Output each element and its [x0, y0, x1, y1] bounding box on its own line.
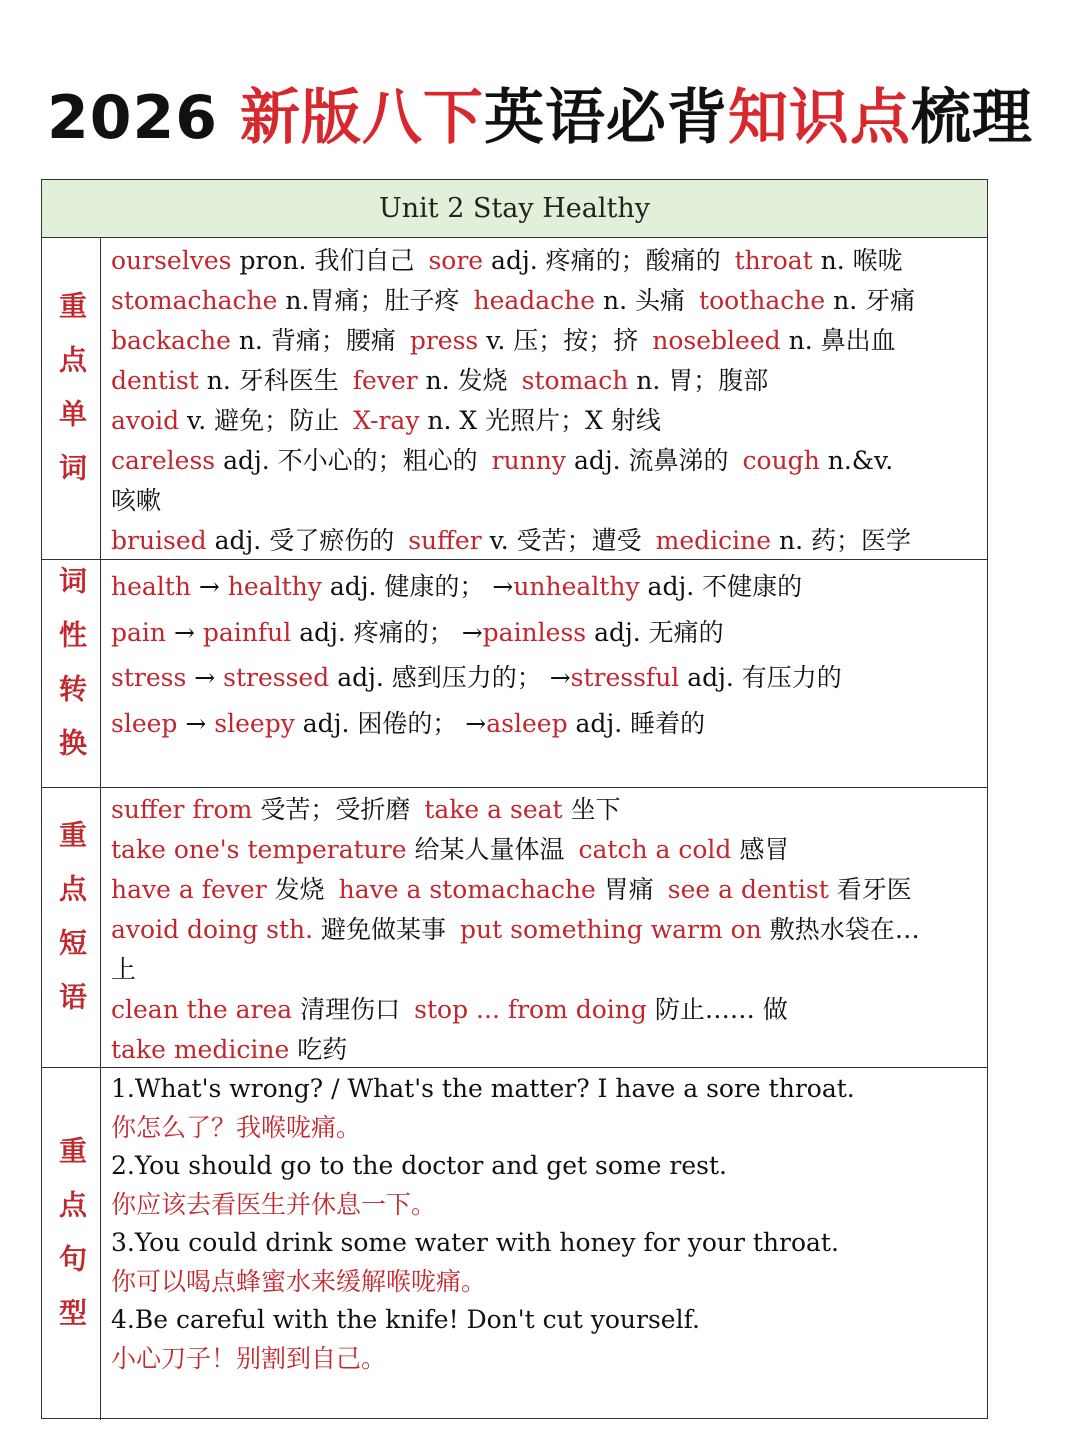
phrase-meaning: 看牙医: [836, 875, 912, 904]
section-vocabulary: [42, 238, 987, 560]
phrase-term: take one's temperature: [111, 835, 407, 864]
phrase-term: have a stomachache: [338, 875, 596, 904]
title-part3: 知识点: [727, 83, 911, 153]
word-term: suffer: [408, 526, 482, 555]
section-word-forms: [42, 560, 987, 788]
opposite-definition: adj. 睡着的: [575, 708, 706, 738]
sentence-english: 1.What's wrong? / What's the matter? I have a sore throat.: [111, 1074, 855, 1103]
derived-definition: adj. 健康的；: [329, 572, 485, 601]
sentence-chinese: 小心刀子！别割到自己。: [111, 1343, 387, 1373]
phrase-meaning: 感冒: [739, 835, 790, 864]
word-term: bruised: [111, 526, 207, 555]
word-term: ourselves: [111, 246, 232, 275]
phrase-meaning: 清理伤口: [300, 995, 401, 1024]
opposite-word: unhealthy: [513, 572, 640, 601]
phrases-list: [111, 790, 981, 1070]
arrow-icon: →: [194, 663, 216, 692]
phrase-term: catch a cold: [578, 835, 732, 864]
derived-word: stressed: [223, 663, 330, 692]
vocabulary-line: [111, 441, 981, 481]
phrase-meaning: 防止…… 做: [654, 995, 788, 1024]
opposite-definition: adj. 有压力的: [687, 663, 842, 692]
sentence-chinese: 你可以喝点蜂蜜水来缓解喉咙痛。: [111, 1266, 487, 1296]
phrases-line: [111, 1030, 981, 1070]
word-meaning: adj. 不小心的；粗心的: [223, 446, 478, 475]
base-word: pain: [111, 617, 167, 647]
word-meaning: n. 鼻出血: [788, 326, 896, 355]
vocabulary-line: [111, 401, 981, 441]
phrases-line: [111, 790, 981, 830]
page-title: [0, 78, 1080, 158]
title-part2: 英语必背: [483, 83, 728, 153]
phrase-meaning: 坐下: [570, 795, 621, 824]
base-word: sleep: [111, 708, 178, 738]
section-label-word-forms: 词性转换: [42, 560, 101, 787]
phrases-line: [111, 950, 981, 990]
word-meaning: v. 压；按；挤: [486, 326, 639, 355]
phrase-term: suffer from: [111, 795, 253, 824]
arrow-icon: →: [549, 663, 571, 692]
word-meaning: n.胃痛；肚子疼: [285, 286, 460, 315]
word-form-line: [111, 610, 981, 656]
opposite-word: stressful: [570, 663, 680, 692]
vocabulary-line: [111, 521, 981, 561]
vocabulary-line: [111, 281, 981, 321]
word-meaning: v. 避免；防止: [187, 406, 340, 435]
word-term: fever: [352, 366, 418, 395]
phrase-meaning: 吃药: [297, 1035, 348, 1064]
vocabulary-line: [111, 241, 981, 281]
word-meaning: pron. 我们自己: [239, 246, 415, 275]
sentence-english: 3.You could drink some water with honey for your throat.: [111, 1228, 839, 1257]
sentences-list: [111, 1070, 981, 1378]
word-term: stomach: [521, 366, 629, 395]
word-meaning: n. 牙科医生: [206, 366, 339, 395]
vocabulary-line: [111, 361, 981, 401]
title-part4: 梳理: [910, 83, 1033, 153]
word-forms-list: [111, 564, 981, 746]
vocabulary-line: [111, 321, 981, 361]
word-meaning: n. 胃；腹部: [636, 366, 769, 395]
derived-word: healthy: [227, 572, 322, 601]
base-word: health: [111, 572, 191, 601]
arrow-icon: →: [198, 572, 220, 601]
word-form-line: [111, 701, 981, 747]
word-form-line: [111, 564, 981, 610]
word-meaning: n. 背痛；腰痛: [238, 326, 396, 355]
phrase-term: take medicine: [111, 1035, 290, 1064]
sentence-chinese: 你应该去看医生并休息一下。: [111, 1189, 437, 1219]
word-term: sore: [428, 246, 484, 275]
section-label-vocabulary: 重点单词: [42, 238, 101, 559]
vocabulary-list: [111, 241, 981, 561]
sentence-english: 2.You should go to the doctor and get some rest.: [111, 1151, 727, 1180]
derived-definition: adj. 困倦的；: [302, 708, 458, 738]
arrow-icon: →: [173, 617, 195, 647]
derived-definition: adj. 感到压力的；: [337, 663, 542, 692]
phrase-meaning: 发烧: [274, 875, 325, 904]
arrow-icon: →: [185, 708, 207, 738]
unit-header: Unit 2 Stay Healthy: [42, 180, 987, 238]
phrase-term: clean the area: [111, 995, 293, 1024]
section-label-sentences: 重点句型: [42, 1068, 101, 1420]
opposite-word: asleep: [486, 708, 568, 738]
title-part1: 新版八下: [239, 83, 484, 153]
word-meaning: n. 药；医学: [779, 526, 912, 555]
phrase-term: stop ... from doing: [414, 995, 647, 1024]
word-term: careless: [111, 446, 216, 475]
sentence-chinese: 你怎么了？我喉咙痛。: [111, 1112, 362, 1142]
phrase-meaning: 避免做某事: [321, 915, 447, 944]
word-term: medicine: [655, 526, 772, 555]
phrase-meaning: 胃痛: [603, 875, 654, 904]
arrow-icon: →: [465, 708, 487, 738]
word-term: press: [409, 326, 479, 355]
word-term: headache: [473, 286, 596, 315]
word-term: X-ray: [353, 406, 420, 435]
word-meaning: n. X 光照片；X 射线: [427, 406, 661, 435]
vocabulary-line: [111, 481, 981, 521]
word-meaning: n. 头痛: [603, 286, 686, 315]
section-sentences: [42, 1068, 987, 1420]
opposite-word: painless: [482, 617, 587, 647]
base-word: stress: [111, 663, 187, 692]
derived-word: sleepy: [214, 708, 295, 738]
opposite-definition: adj. 不健康的: [647, 572, 803, 601]
arrow-icon: →: [461, 617, 483, 647]
phrase-meaning: 给某人量体温: [414, 835, 565, 864]
phrase-meaning: 上: [111, 955, 137, 984]
word-meaning: n. 牙痛: [833, 286, 916, 315]
derived-definition: adj. 疼痛的；: [299, 617, 454, 647]
word-term: toothache: [699, 286, 826, 315]
knowledge-table: [41, 179, 988, 1419]
word-term: stomachache: [111, 286, 278, 315]
word-term: runny: [491, 446, 567, 475]
word-term: cough: [742, 446, 820, 475]
word-meaning: n. 喉咙: [820, 246, 903, 275]
phrases-line: [111, 910, 981, 950]
word-term: backache: [111, 326, 231, 355]
word-meaning: adj. 流鼻涕的: [573, 446, 729, 475]
section-phrases: [42, 788, 987, 1068]
phrases-line: [111, 830, 981, 870]
derived-word: painful: [202, 617, 292, 647]
word-meaning: n.&v.: [827, 446, 894, 475]
word-meaning: 咳嗽: [111, 486, 162, 515]
opposite-definition: adj. 无痛的: [594, 617, 724, 647]
word-term: nosebleed: [652, 326, 781, 355]
phrases-line: [111, 990, 981, 1030]
word-term: throat: [734, 246, 813, 275]
phrase-term: avoid doing sth.: [111, 915, 314, 944]
phrase-term: put something warm on: [460, 915, 762, 944]
word-meaning: adj. 疼痛的；酸痛的: [491, 246, 721, 275]
sentence-english: 4.Be careful with the knife! Don't cut yourself.: [111, 1305, 700, 1334]
phrase-meaning: 受苦；受折磨: [260, 795, 411, 824]
word-meaning: adj. 受了瘀伤的: [214, 526, 395, 555]
word-form-line: [111, 655, 981, 701]
word-term: avoid: [111, 406, 180, 435]
phrase-term: see a dentist: [667, 875, 829, 904]
phrase-term: take a seat: [424, 795, 563, 824]
title-year: 2026: [47, 83, 219, 153]
arrow-icon: →: [492, 572, 514, 601]
word-term: dentist: [111, 366, 199, 395]
word-meaning: n. 发烧: [425, 366, 508, 395]
phrase-meaning: 敷热水袋在…: [769, 915, 920, 944]
phrase-term: have a fever: [111, 875, 267, 904]
word-meaning: v. 受苦；遭受: [489, 526, 642, 555]
section-label-phrases: 重点短语: [42, 788, 101, 1067]
phrases-line: [111, 870, 981, 910]
